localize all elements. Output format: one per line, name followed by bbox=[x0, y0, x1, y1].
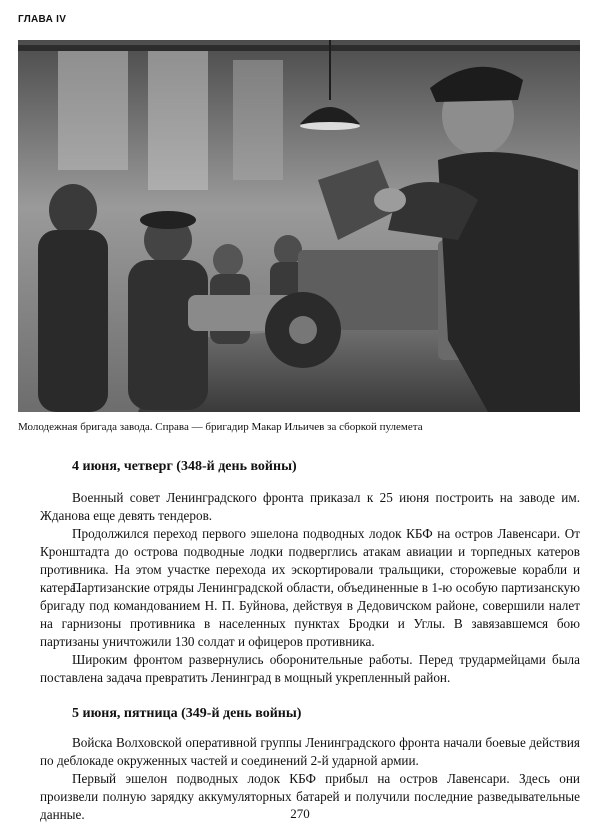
paragraph: Широким фронтом развернулись оборонительные работы. Перед трудармейцами была поставлена задача превратить Ленинград в мощный укрепленный район. bbox=[40, 652, 580, 685]
paragraph: Партизанские отряды Ленинградской области, объединенные в 1-ю особую партизанскую бригаду под командованием Н. П. Буйнова, действуя в Дедовичском районе, совершили налет на гарнизоны противника в населенных пунктах Бродки и Углы. В завязавшемся бою партизаны уничтожили 130 солдат и офицеров противника. bbox=[40, 580, 580, 649]
paragraph: Военный совет Ленинградского фронта приказал к 25 июня построить на заводе им. Жданова еще девять тендеров. bbox=[40, 490, 580, 523]
photo-illustration bbox=[18, 40, 580, 412]
paragraph: Продолжился переход первого эшелона подводных лодок КБФ на остров Лавенсари. От Кронштадта до острова подводные лодки подверглись атакам авиации и торпедных катеров противника. На этом участке перехода их эскортировали тральщики, сторожевые корабли и катера. bbox=[40, 526, 580, 595]
paragraph: Первый эшелон подводных лодок КБФ прибыл на остров Лавенсари. Здесь они произвели полную зарядку аккумуляторных батарей и получили последние разведывательные данные. bbox=[40, 771, 580, 822]
chapter-header: ГЛАВА IV bbox=[18, 14, 67, 25]
paragraph: Войска Волховской оперативной группы Ленинградского фронта начали боевые действия по деблокаде окруженных частей и соединений 2-й ударной армии. bbox=[40, 735, 580, 768]
section-heading-june-4: 4 июня, четверг (348-й день войны) bbox=[72, 459, 297, 474]
section-heading-june-5: 5 июня, пятница (349-й день войны) bbox=[72, 706, 302, 721]
photo-caption: Молодежная бригада завода. Справа — бригадир Макар Ильичев за сборкой пулемета bbox=[18, 421, 423, 433]
page-number: 270 bbox=[290, 806, 310, 821]
factory-brigade-photo bbox=[18, 40, 580, 412]
